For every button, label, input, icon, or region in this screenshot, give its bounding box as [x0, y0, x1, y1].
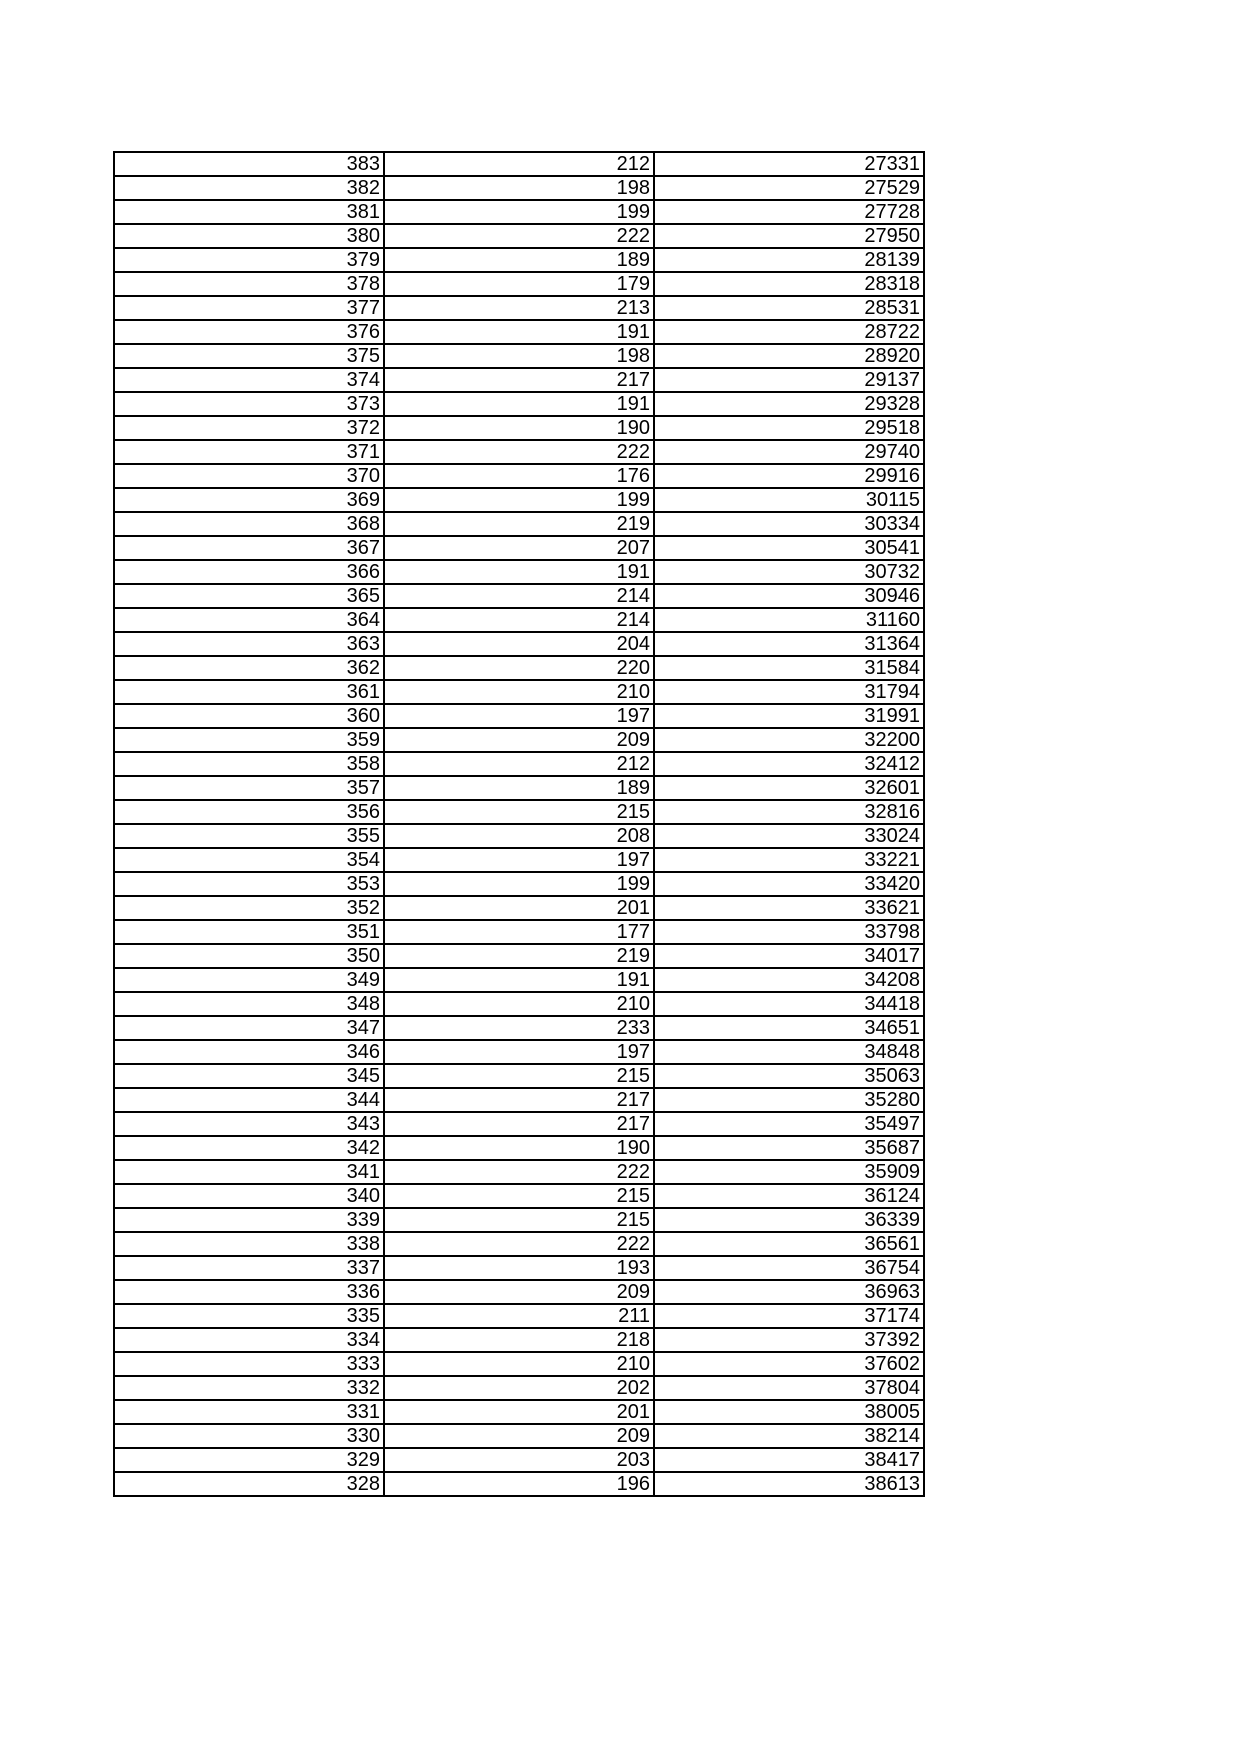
score-cell: 369: [114, 488, 384, 512]
table-row: [114, 392, 924, 416]
count-cell: 212: [384, 752, 654, 776]
count-cell: 196: [384, 1472, 654, 1496]
count-cell: 214: [384, 584, 654, 608]
cumulative-cell: 35063: [654, 1064, 924, 1088]
cumulative-cell: 37602: [654, 1352, 924, 1376]
score-cell: 354: [114, 848, 384, 872]
score-cell: 350: [114, 944, 384, 968]
count-cell: 190: [384, 1136, 654, 1160]
count-cell: 191: [384, 560, 654, 584]
cumulative-cell: 29137: [654, 368, 924, 392]
table-row: [114, 728, 924, 752]
count-cell: 211: [384, 1304, 654, 1328]
cumulative-cell: 27529: [654, 176, 924, 200]
score-cell: 357: [114, 776, 384, 800]
count-cell: 198: [384, 176, 654, 200]
cumulative-cell: 30334: [654, 512, 924, 536]
count-cell: 210: [384, 992, 654, 1016]
cumulative-cell: 36561: [654, 1232, 924, 1256]
table-row: [114, 464, 924, 488]
table-row: [114, 248, 924, 272]
table-row: [114, 824, 924, 848]
count-cell: 208: [384, 824, 654, 848]
score-cell: 337: [114, 1256, 384, 1280]
count-cell: 197: [384, 1040, 654, 1064]
cumulative-cell: 38417: [654, 1448, 924, 1472]
cumulative-cell: 31584: [654, 656, 924, 680]
count-cell: 222: [384, 224, 654, 248]
score-cell: 381: [114, 200, 384, 224]
score-cell: 360: [114, 704, 384, 728]
table-row: [114, 488, 924, 512]
score-cell: 376: [114, 320, 384, 344]
table-row: [114, 296, 924, 320]
cumulative-cell: 35497: [654, 1112, 924, 1136]
table-row: [114, 560, 924, 584]
cumulative-cell: 33024: [654, 824, 924, 848]
table-row: [114, 1112, 924, 1136]
table-row: [114, 1160, 924, 1184]
score-cell: 339: [114, 1208, 384, 1232]
count-cell: 233: [384, 1016, 654, 1040]
table-row: [114, 920, 924, 944]
cumulative-cell: 31794: [654, 680, 924, 704]
score-cell: 329: [114, 1448, 384, 1472]
count-cell: 219: [384, 944, 654, 968]
count-cell: 220: [384, 656, 654, 680]
score-cell: 349: [114, 968, 384, 992]
score-cell: 363: [114, 632, 384, 656]
table-row: [114, 992, 924, 1016]
score-cell: 359: [114, 728, 384, 752]
score-cell: 373: [114, 392, 384, 416]
table-row: [114, 1184, 924, 1208]
cumulative-cell: 30541: [654, 536, 924, 560]
table-row: [114, 1040, 924, 1064]
score-cell: 341: [114, 1160, 384, 1184]
count-cell: 201: [384, 1400, 654, 1424]
count-cell: 204: [384, 632, 654, 656]
count-cell: 198: [384, 344, 654, 368]
score-cell: 351: [114, 920, 384, 944]
cumulative-cell: 30115: [654, 488, 924, 512]
count-cell: 179: [384, 272, 654, 296]
count-cell: 222: [384, 1232, 654, 1256]
count-cell: 193: [384, 1256, 654, 1280]
count-cell: 214: [384, 608, 654, 632]
table-row: [114, 1304, 924, 1328]
count-cell: 189: [384, 248, 654, 272]
count-cell: 222: [384, 1160, 654, 1184]
score-cell: 340: [114, 1184, 384, 1208]
cumulative-cell: 32816: [654, 800, 924, 824]
score-cell: 333: [114, 1352, 384, 1376]
score-cell: 368: [114, 512, 384, 536]
score-cell: 377: [114, 296, 384, 320]
count-cell: 199: [384, 872, 654, 896]
cumulative-cell: 29740: [654, 440, 924, 464]
count-cell: 209: [384, 1280, 654, 1304]
score-cell: 338: [114, 1232, 384, 1256]
score-cell: 328: [114, 1472, 384, 1496]
cumulative-cell: 33798: [654, 920, 924, 944]
count-cell: 215: [384, 1184, 654, 1208]
table-row: [114, 1352, 924, 1376]
cumulative-cell: 34848: [654, 1040, 924, 1064]
cumulative-cell: 27950: [654, 224, 924, 248]
score-cell: 379: [114, 248, 384, 272]
table-body: [114, 152, 924, 1496]
cumulative-cell: 28531: [654, 296, 924, 320]
table-row: [114, 1376, 924, 1400]
score-cell: 345: [114, 1064, 384, 1088]
count-cell: 210: [384, 680, 654, 704]
score-cell: 335: [114, 1304, 384, 1328]
cumulative-cell: 32601: [654, 776, 924, 800]
score-cell: 383: [114, 152, 384, 176]
cumulative-cell: 28318: [654, 272, 924, 296]
cumulative-cell: 32412: [654, 752, 924, 776]
score-table: [113, 151, 925, 1497]
cumulative-cell: 31160: [654, 608, 924, 632]
table-row: [114, 368, 924, 392]
table-row: [114, 344, 924, 368]
cumulative-cell: 28722: [654, 320, 924, 344]
table-row: [114, 608, 924, 632]
table-row: [114, 1208, 924, 1232]
cumulative-cell: 32200: [654, 728, 924, 752]
count-cell: 222: [384, 440, 654, 464]
cumulative-cell: 27728: [654, 200, 924, 224]
count-cell: 209: [384, 728, 654, 752]
score-cell: 370: [114, 464, 384, 488]
cumulative-cell: 36754: [654, 1256, 924, 1280]
cumulative-cell: 33420: [654, 872, 924, 896]
cumulative-cell: 33221: [654, 848, 924, 872]
count-cell: 202: [384, 1376, 654, 1400]
table-row: [114, 320, 924, 344]
cumulative-cell: 27331: [654, 152, 924, 176]
cumulative-cell: 29328: [654, 392, 924, 416]
count-cell: 190: [384, 416, 654, 440]
table-row: [114, 1280, 924, 1304]
table-row: [114, 704, 924, 728]
score-cell: 382: [114, 176, 384, 200]
cumulative-cell: 38214: [654, 1424, 924, 1448]
score-cell: 347: [114, 1016, 384, 1040]
count-cell: 191: [384, 320, 654, 344]
score-cell: 375: [114, 344, 384, 368]
score-cell: 352: [114, 896, 384, 920]
score-cell: 336: [114, 1280, 384, 1304]
table-row: [114, 584, 924, 608]
table-row: [114, 440, 924, 464]
count-cell: 215: [384, 1064, 654, 1088]
cumulative-cell: 35687: [654, 1136, 924, 1160]
score-cell: 332: [114, 1376, 384, 1400]
count-cell: 210: [384, 1352, 654, 1376]
score-cell: 343: [114, 1112, 384, 1136]
table-row: [114, 224, 924, 248]
table-row: [114, 776, 924, 800]
count-cell: 191: [384, 392, 654, 416]
score-cell: 355: [114, 824, 384, 848]
table-row: [114, 176, 924, 200]
score-cell: 330: [114, 1424, 384, 1448]
score-cell: 380: [114, 224, 384, 248]
count-cell: 189: [384, 776, 654, 800]
score-cell: 331: [114, 1400, 384, 1424]
table-row: [114, 1424, 924, 1448]
cumulative-cell: 37804: [654, 1376, 924, 1400]
score-cell: 378: [114, 272, 384, 296]
count-cell: 218: [384, 1328, 654, 1352]
count-cell: 217: [384, 368, 654, 392]
cumulative-cell: 30946: [654, 584, 924, 608]
count-cell: 201: [384, 896, 654, 920]
score-cell: 361: [114, 680, 384, 704]
cumulative-cell: 31364: [654, 632, 924, 656]
table-row: [114, 152, 924, 176]
count-cell: 191: [384, 968, 654, 992]
score-cell: 346: [114, 1040, 384, 1064]
cumulative-cell: 30732: [654, 560, 924, 584]
count-cell: 215: [384, 800, 654, 824]
count-cell: 215: [384, 1208, 654, 1232]
table-row: [114, 872, 924, 896]
cumulative-cell: 34418: [654, 992, 924, 1016]
count-cell: 177: [384, 920, 654, 944]
score-cell: 353: [114, 872, 384, 896]
cumulative-cell: 28920: [654, 344, 924, 368]
score-cell: 358: [114, 752, 384, 776]
cumulative-cell: 37392: [654, 1328, 924, 1352]
cumulative-cell: 34017: [654, 944, 924, 968]
table-row: [114, 1232, 924, 1256]
cumulative-cell: 37174: [654, 1304, 924, 1328]
score-cell: 364: [114, 608, 384, 632]
table-row: [114, 1136, 924, 1160]
table-row: [114, 512, 924, 536]
cumulative-cell: 35909: [654, 1160, 924, 1184]
cumulative-cell: 38613: [654, 1472, 924, 1496]
cumulative-cell: 38005: [654, 1400, 924, 1424]
count-cell: 203: [384, 1448, 654, 1472]
cumulative-cell: 36339: [654, 1208, 924, 1232]
count-cell: 217: [384, 1112, 654, 1136]
table-row: [114, 536, 924, 560]
table-row: [114, 848, 924, 872]
cumulative-cell: 29518: [654, 416, 924, 440]
table-row: [114, 656, 924, 680]
table-row: [114, 1448, 924, 1472]
table-row: [114, 632, 924, 656]
table-row: [114, 968, 924, 992]
table-row: [114, 680, 924, 704]
table-row: [114, 1256, 924, 1280]
score-cell: 371: [114, 440, 384, 464]
count-cell: 217: [384, 1088, 654, 1112]
score-cell: 365: [114, 584, 384, 608]
count-cell: 213: [384, 296, 654, 320]
table-row: [114, 1016, 924, 1040]
cumulative-cell: 36963: [654, 1280, 924, 1304]
count-cell: 197: [384, 704, 654, 728]
cumulative-cell: 34651: [654, 1016, 924, 1040]
table-row: [114, 416, 924, 440]
score-cell: 348: [114, 992, 384, 1016]
cumulative-cell: 29916: [654, 464, 924, 488]
table-row: [114, 1064, 924, 1088]
table-row: [114, 896, 924, 920]
cumulative-cell: 34208: [654, 968, 924, 992]
count-cell: 209: [384, 1424, 654, 1448]
score-cell: 372: [114, 416, 384, 440]
count-cell: 176: [384, 464, 654, 488]
cumulative-cell: 31991: [654, 704, 924, 728]
table-row: [114, 272, 924, 296]
cumulative-cell: 35280: [654, 1088, 924, 1112]
score-cell: 362: [114, 656, 384, 680]
table-row: [114, 800, 924, 824]
table-row: [114, 1472, 924, 1496]
count-cell: 199: [384, 200, 654, 224]
cumulative-cell: 33621: [654, 896, 924, 920]
count-cell: 199: [384, 488, 654, 512]
score-cell: 374: [114, 368, 384, 392]
count-cell: 212: [384, 152, 654, 176]
score-cell: 356: [114, 800, 384, 824]
score-cell: 367: [114, 536, 384, 560]
table-row: [114, 1400, 924, 1424]
score-cell: 342: [114, 1136, 384, 1160]
table-row: [114, 1088, 924, 1112]
cumulative-cell: 28139: [654, 248, 924, 272]
table-row: [114, 752, 924, 776]
score-cell: 344: [114, 1088, 384, 1112]
score-cell: 366: [114, 560, 384, 584]
table-row: [114, 200, 924, 224]
count-cell: 219: [384, 512, 654, 536]
count-cell: 207: [384, 536, 654, 560]
cumulative-cell: 36124: [654, 1184, 924, 1208]
score-cell: 334: [114, 1328, 384, 1352]
table-row: [114, 1328, 924, 1352]
count-cell: 197: [384, 848, 654, 872]
table-row: [114, 944, 924, 968]
